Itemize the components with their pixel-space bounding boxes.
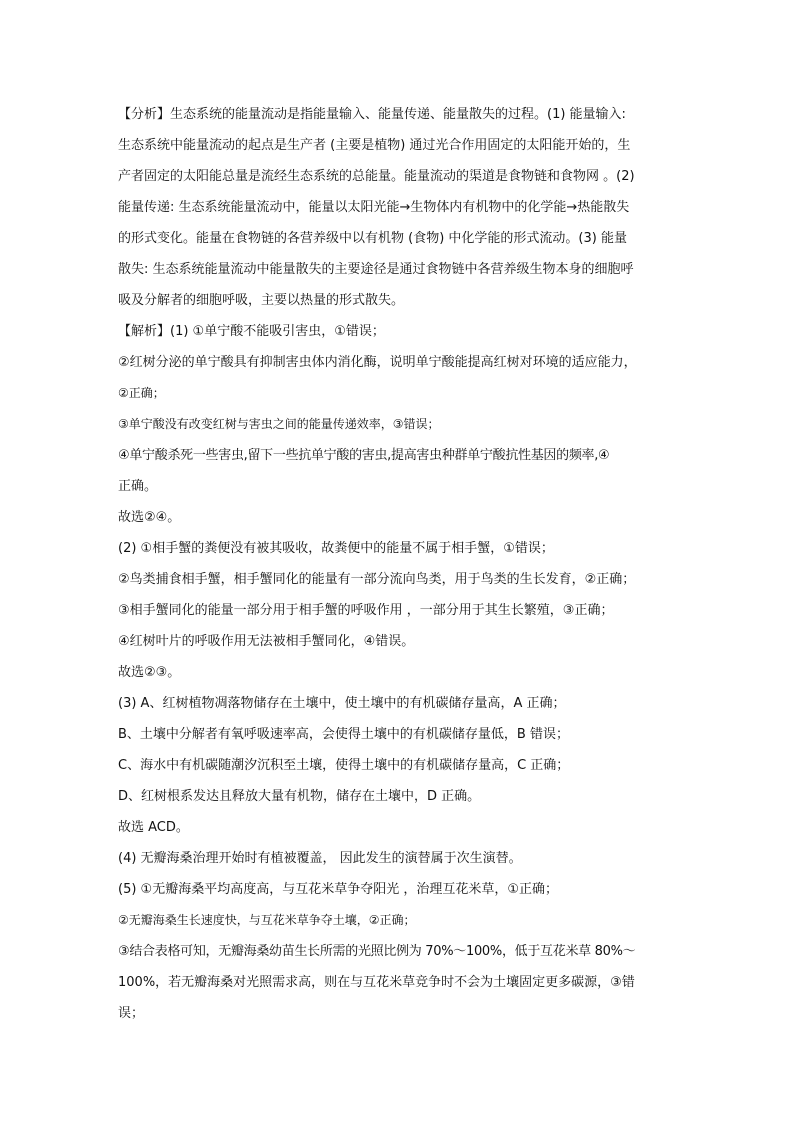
text-line: (5) ①无瓣海桑平均高度高，与互花米草争夺阳光 ，治理互花米草，①正确； [118,882,558,897]
text-line: 故选②④。 [118,510,181,525]
text-line: 产者固定的太阳能总量是流经生态系统的总能量。能量流动的渠道是食物链和食物网 。(2) [118,169,635,184]
text-line: ②无瓣海桑生长速度快，与互花米草争夺土壤，②正确； [118,913,416,927]
text-line: ④单宁酸杀死一些害虫,留下一些抗单宁酸的害虫,提高害虫种群单宁酸抗性基因的频率,④ [118,448,610,463]
text-line: 生态系统中能量流动的起点是生产者 (主要是植物) 通过光合作用固定的太阳能开始的，生 [118,138,631,153]
text-line: (2) ①相手蟹的粪便没有被其吸收，故粪便中的能量不属于相手蟹，①错误； [118,541,554,556]
text-line: 100%，若无瓣海桑对光照需求高，则在与互花米草竞争时不会为土壤固定更多碳源，③错 [118,975,635,990]
text-line: 的形式变化。能量在食物链的各营养级中以有机物 (食物) 中化学能的形式流动。(3) 能量 [118,231,627,246]
text-line: 正确。 [118,479,158,494]
text-line: ②红树分泌的单宁酸具有抑制害虫体内消化酶，说明单宁酸能提高红树对环境的适应能力， [118,355,637,370]
text-line: 吸及分解者的细胞呼吸，主要以热量的形式散失。 [118,293,405,308]
text-line: B、土壤中分解者有氧呼吸速率高，会使得土壤中的有机碳储存量低，B 错误； [118,727,569,742]
text-line: ②鸟类捕食相手蟹，相手蟹同化的能量有一部分流向鸟类，用于鸟类的生长发育，②正确； [118,572,636,587]
text-line: 【解析】(1) ①单宁酸不能吸引害虫，①错误； [118,324,385,339]
text-line: ③单宁酸没有改变红树与害虫之间的能量传递效率，③错误； [118,417,440,431]
text-line: 故选②③。 [118,665,181,680]
text-line: ③相手蟹同化的能量一部分用于相手蟹的呼吸作用 ，一部分用于其生长繁殖，③正确； [118,603,614,618]
text-line: 故选 ACD。 [118,820,189,835]
text-line: D、红树根系发达且释放大量有机物，储存在土壤中，D 正确。 [118,789,481,804]
text-line: 【分析】生态系统的能量流动是指能量输入、能量传递、能量散失的过程。(1) 能量输入: [118,107,626,122]
text-line: 散失: 生态系统能量流动中能量散失的主要途径是通过食物链中各营养级生物本身的细胞呼 [118,262,634,277]
text-line: C、海水中有机碳随潮汐沉积至土壤，使得土壤中的有机碳储存量高，C 正确； [118,758,570,773]
text-line: (3) A、红树植物凋落物储存在土壤中，使土壤中的有机碳储存量高，A 正确； [118,696,566,711]
text-line: ②正确； [118,386,165,400]
document-body [118,99,688,1029]
text-line: ③结合表格可知，无瓣海桑幼苗生长所需的光照比例为 70%～100%，低于互花米草 80%～ [118,944,636,959]
text-line: (4) 无瓣海桑治理开始时有植被覆盖， 因此发生的演替属于次生演替。 [118,851,522,866]
text-line: 能量传递: 生态系统能量流动中，能量以太阳光能→生物体内有机物中的化学能→热能散失 [118,200,630,215]
text-line: 误； [118,1006,145,1021]
text-line: ④红树叶片的呼吸作用无法被相手蟹同化，④错误。 [118,634,415,649]
